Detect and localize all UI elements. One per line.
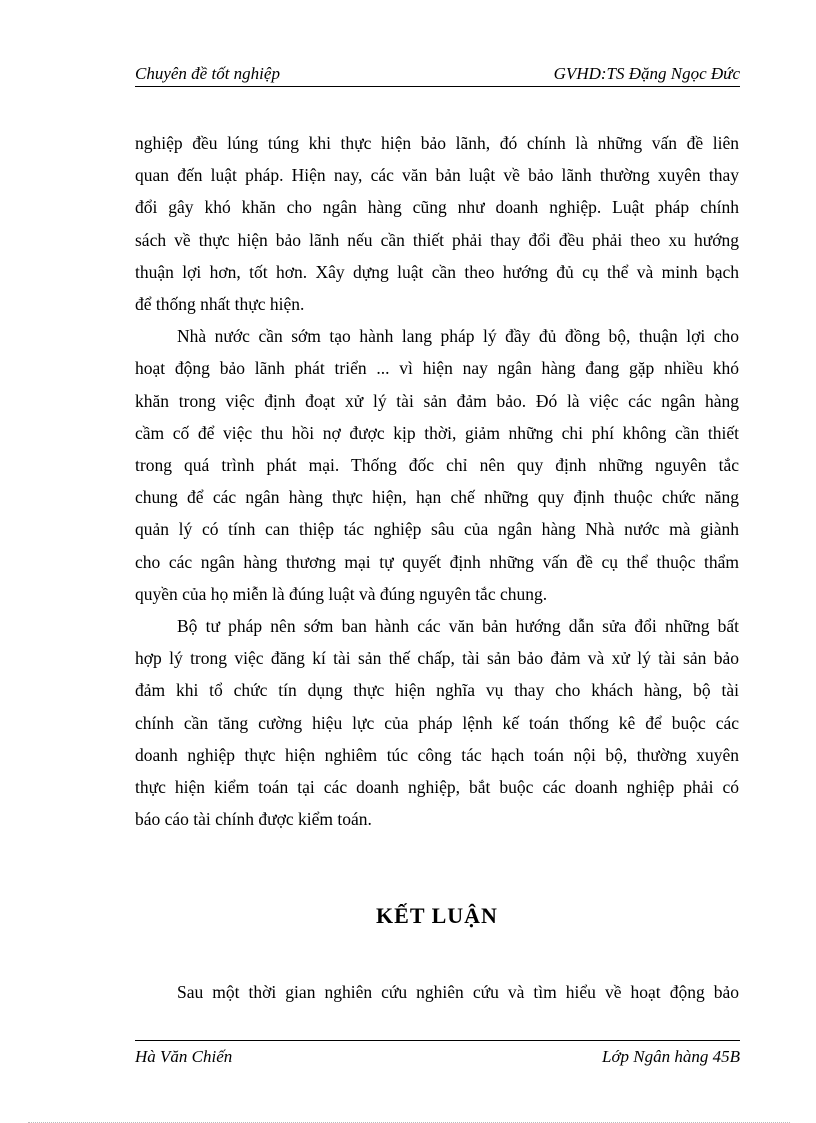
text-line: Nhà nước cần sớm tạo hành lang pháp lý đầy đủ đồng bộ, thuận lợi cho — [177, 326, 739, 347]
text-line-wrap — [135, 224, 739, 256]
body-text — [135, 127, 739, 835]
text-line: quyền của họ miễn là đúng luật và đúng nguyên tắc chung. — [135, 583, 548, 604]
text-line: quản lý có tính can thiệp tác nghiệp sâu của ngân hàng Nhà nước mà giành — [135, 519, 739, 540]
text-line-wrap — [135, 578, 739, 610]
text-line-wrap — [135, 288, 739, 320]
text-line-wrap — [135, 449, 739, 481]
text-line-wrap — [135, 159, 739, 191]
text-line-wrap — [135, 417, 739, 449]
text-line-wrap — [135, 513, 739, 545]
text-line: chung để các ngân hàng thực hiện, hạn chế những quy định thuộc chức năng — [135, 487, 739, 508]
text-line-wrap — [135, 771, 739, 803]
text-line-wrap — [135, 674, 739, 706]
text-line-wrap — [135, 256, 739, 288]
text-line-wrap — [135, 385, 739, 417]
text-line: khăn trong việc định đoạt xử lý tài sản đảm bảo. Đó là việc các ngân hàng — [135, 390, 739, 411]
text-line: hoạt động bảo lãnh phát triển ... vì hiện nay ngân hàng đang gặp nhiều khó — [135, 358, 739, 379]
text-line-wrap — [135, 546, 739, 578]
footer-class: Lớp Ngân hàng 45B — [601, 1047, 740, 1066]
section-title: KẾT LUẬN — [376, 903, 498, 928]
text-line: Bộ tư pháp nên sớm ban hành các văn bản hướng dẫn sửa đổi những bất — [177, 616, 739, 637]
text-line: sách về thực hiện bảo lãnh nếu cần thiết phải thay đổi đều phải theo xu hướng — [135, 229, 739, 250]
text-line: hợp lý trong việc đăng kí tài sản thế chấp, tài sản bảo đảm và xử lý tài sản bảo — [135, 648, 739, 669]
header-topic: Chuyên đề tốt nghiệp — [135, 64, 280, 83]
text-line-wrap — [135, 707, 739, 739]
text-line-wrap — [135, 191, 739, 223]
text-line: đảm khi tổ chức tín dụng thực hiện nghĩa vụ thay cho khách hàng, bộ tài — [135, 680, 739, 701]
text-line-wrap — [135, 352, 739, 384]
page-header — [135, 62, 740, 87]
footer-author: Hà Văn Chiến — [135, 1047, 233, 1066]
paragraph-1 — [135, 127, 739, 159]
text-line: doanh nghiệp thực hiện nghiêm túc công tác hạch toán nội bộ, thường xuyên — [135, 744, 739, 765]
header-supervisor: GVHD:TS Đặng Ngọc Đức — [553, 64, 740, 83]
text-line: trong quá trình phát mại. Thống đốc chỉ nên quy định những nguyên tắc — [135, 455, 739, 476]
paragraph-3 — [135, 610, 739, 642]
text-line: để thống nhất thực hiện. — [135, 294, 305, 315]
text-line: đổi gây khó khăn cho ngân hàng cũng như doanh nghiệp. Luật pháp chính — [135, 197, 739, 218]
conclusion-text: Sau một thời gian nghiên cứu nghiên cứu và tìm hiểu về hoạt động bảo — [177, 982, 739, 1002]
text-line: cầm cố để việc thu hồi nợ được kịp thời, giảm những chi phí không cần thiết — [135, 422, 739, 443]
text-line: báo cáo tài chính được kiểm toán. — [135, 809, 372, 830]
text-line: quan đến luật pháp. Hiện nay, các văn bản luật về bảo lãnh thường xuyên thay — [135, 165, 739, 186]
text-line: chính cần tăng cường hiệu lực của pháp lệnh kế toán thống kê để buộc các — [135, 712, 739, 733]
text-line: thuận lợi hơn, tốt hơn. Xây dựng luật cần theo hướng đủ cụ thể và minh bạch — [135, 261, 739, 282]
text-line: nghiệp đều lúng túng khi thực hiện bảo lãnh, đó chính là những vấn đề liên — [135, 133, 739, 153]
text-line: cho các ngân hàng thương mại tự quyết định những vấn đề cụ thể thuộc thẩm — [135, 551, 739, 572]
text-line-wrap — [135, 803, 739, 835]
page-footer — [135, 1040, 740, 1071]
text-line-wrap — [135, 481, 739, 513]
paragraph-2 — [135, 320, 739, 352]
text-line: thực hiện kiểm toán tại các doanh nghiệp, bắt buộc các doanh nghiệp phải có — [135, 777, 739, 798]
text-line-wrap — [135, 642, 739, 674]
text-line-wrap — [135, 739, 739, 771]
